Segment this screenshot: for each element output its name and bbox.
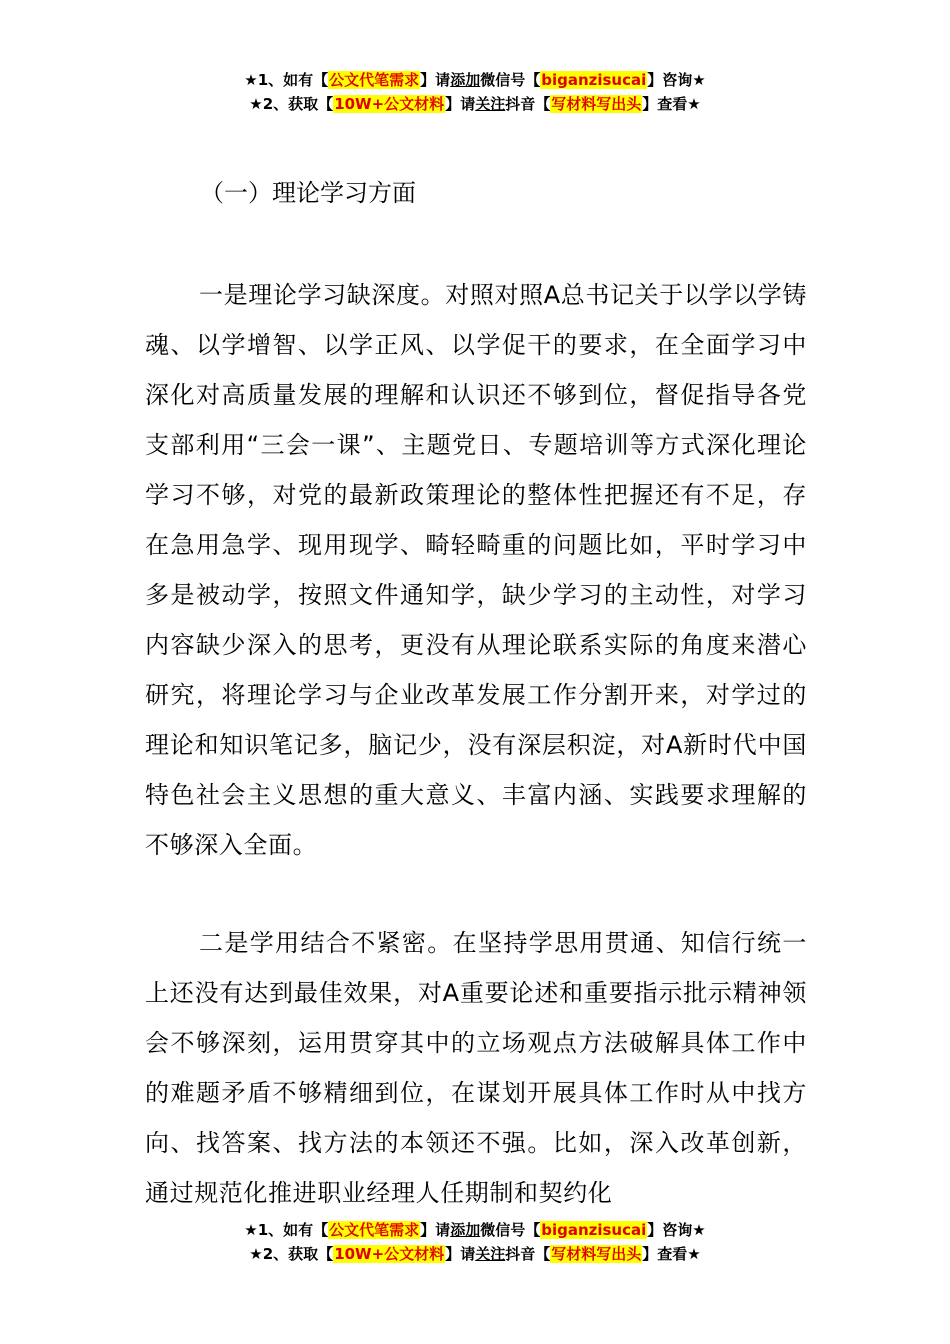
banner-emphasis: 添加	[450, 1221, 481, 1239]
banner-text: ★2、获取【	[249, 1245, 334, 1263]
banner-emphasis: 添加	[450, 71, 481, 89]
banner-text: 】请	[445, 95, 476, 113]
banner-text: 】咨询★	[647, 1221, 706, 1239]
banner-text: 抖音【	[505, 95, 551, 113]
banner-line-2	[0, 1242, 950, 1266]
banner-line-2	[0, 92, 950, 116]
banner-text: 】查看★	[642, 95, 701, 113]
banner-highlight: 10W+公文材料	[334, 95, 445, 113]
body-paragraph: 一是理论学习缺深度。对照对照A总书记关于以学以学铸魂、以学增智、以学正风、以学促干的要求，在全面学习中深化对高质量发展的理解和认识还不够到位，督促指导各党支部利用“三会一课”、主题党日、专题培训等方式深化理论学习不够，对党的最新政策理论的整体性把握还有不足，存在急用急学、现用现学、畸轻畸重的问题比如，平时学习中多是被动学，按照文件通知学，缺少学习的主动性，对学习内容缺少深入的思考，更没有从理论联系实际的角度来潜心研究，将理论学习与企业改革发展工作分割开来，对学过的理论和知识笔记多，脑记少，没有深层积淀，对A新时代中国特色社会主义思想的重大意义、丰富内涵、实践要求理解的不够深入全面。	[145, 281, 807, 859]
footer-banner	[0, 1218, 950, 1266]
banner-text: ★2、获取【	[249, 95, 334, 113]
banner-highlight: 写材料写出头	[551, 95, 642, 113]
banner-text: ★1、如有【	[244, 1221, 329, 1239]
header-banner	[0, 68, 950, 116]
banner-text: 】请	[420, 71, 451, 89]
banner-text: 】咨询★	[647, 71, 706, 89]
banner-highlight: biganzisucai	[541, 71, 647, 89]
banner-text: 抖音【	[505, 1245, 551, 1263]
banner-highlight: 10W+公文材料	[334, 1245, 445, 1263]
banner-text: 微信号【	[480, 71, 541, 89]
banner-highlight: 写材料写出头	[551, 1245, 642, 1263]
banner-highlight: 公文代笔需求	[329, 1221, 420, 1239]
banner-text: ★1、如有【	[244, 71, 329, 89]
banner-line-1	[0, 1218, 950, 1242]
banner-text: 微信号【	[480, 1221, 541, 1239]
banner-text: 】请	[420, 1221, 451, 1239]
banner-emphasis: 关注	[475, 1245, 506, 1263]
banner-text: 】请	[445, 1245, 476, 1263]
banner-emphasis: 关注	[475, 95, 506, 113]
body-paragraph: 二是学用结合不紧密。在坚持学思用贯通、知信行统一上还没有达到最佳效果，对A重要论述和重要指示批示精神领会不够深刻，运用贯穿其中的立场观点方法破解具体工作中的难题矛盾不够精细到位，在谋划开展具体工作时从中找方向、找答案、找方法的本领还不强。比如，深入改革创新，通过规范化推进职业经理人任期制和契约化	[145, 929, 807, 1207]
banner-text: 】查看★	[642, 1245, 701, 1263]
banner-highlight: biganzisucai	[541, 1221, 647, 1239]
banner-line-1	[0, 68, 950, 92]
banner-highlight: 公文代笔需求	[329, 71, 420, 89]
section-heading: （一）理论学习方面	[200, 179, 416, 207]
